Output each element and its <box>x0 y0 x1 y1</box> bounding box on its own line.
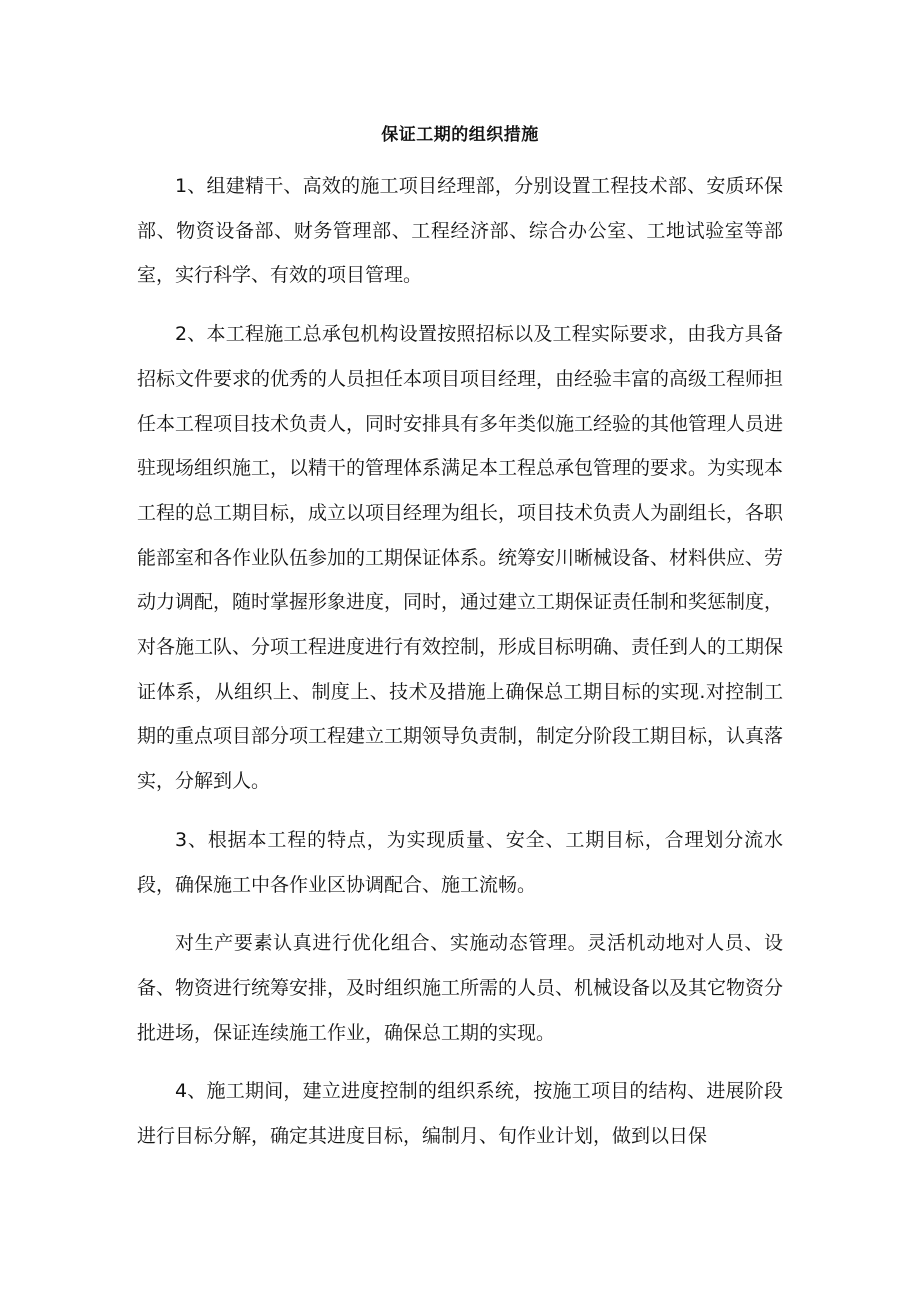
paragraph-5: 4、施工期间，建立进度控制的组织系统，按施工项目的结构、进展阶段进行目标分解，确定其进度目标，编制月、旬作业计划，做到以日保 <box>137 1080 783 1148</box>
paragraph-3: 3、根据本工程的特点，为实现质量、安全、工期目标，合理划分流水段，确保施工中各作业区协调配合、施工流畅。 <box>137 828 783 896</box>
paragraph-4: 对生产要素认真进行优化组合、实施动态管理。灵活机动地对人员、设备、物资进行统筹安排，及时组织施工所需的人员、机械设备以及其它物资分批进场，保证连续施工作业，确保总工期的实现。 <box>137 932 784 1044</box>
paragraph-2: 2、本工程施工总承包机构设置按照招标以及工程实际要求，由我方具备招标文件要求的优秀的人员担任本项目项目经理，由经验丰富的高级工程师担任本工程项目技术负责人，同时安排具有多年类似施工经验的其他管理人员进驻现场组织施工，以精干的管理体系满足本工程总承包管理的要求。为实现本工程的总工期目标，成立以项目经理为组长，项目技术负责人为副组长，各职能部室和各作业队伍参加的工期保证体系。统筹安川晰械设备、材料供应、劳动力调配，随时掌握形象进度，同时，通过建立工期保证责任制和奖惩制度，对各施工队、分项工程进度进行有效控制，形成目标明确、责任到人的工期保证体系，从组织上、制度上、技术及措施上确保总工期目标的实现.对控制工期的重点项目部分项工程建立工期领导负责制，制定分阶段工期目标，认真落实，分解到人。 <box>137 323 784 793</box>
document-body <box>137 164 783 1173</box>
paragraph-1: 1、组建精干、高效的施工项目经理部，分别设置工程技术部、安质环保部、物资设备部、财务管理部、工程经济部、综合办公室、工地试验室等部室，实行科学、有效的项目管理。 <box>137 175 783 287</box>
document-title: 保证工期的组织措施 <box>381 125 539 145</box>
